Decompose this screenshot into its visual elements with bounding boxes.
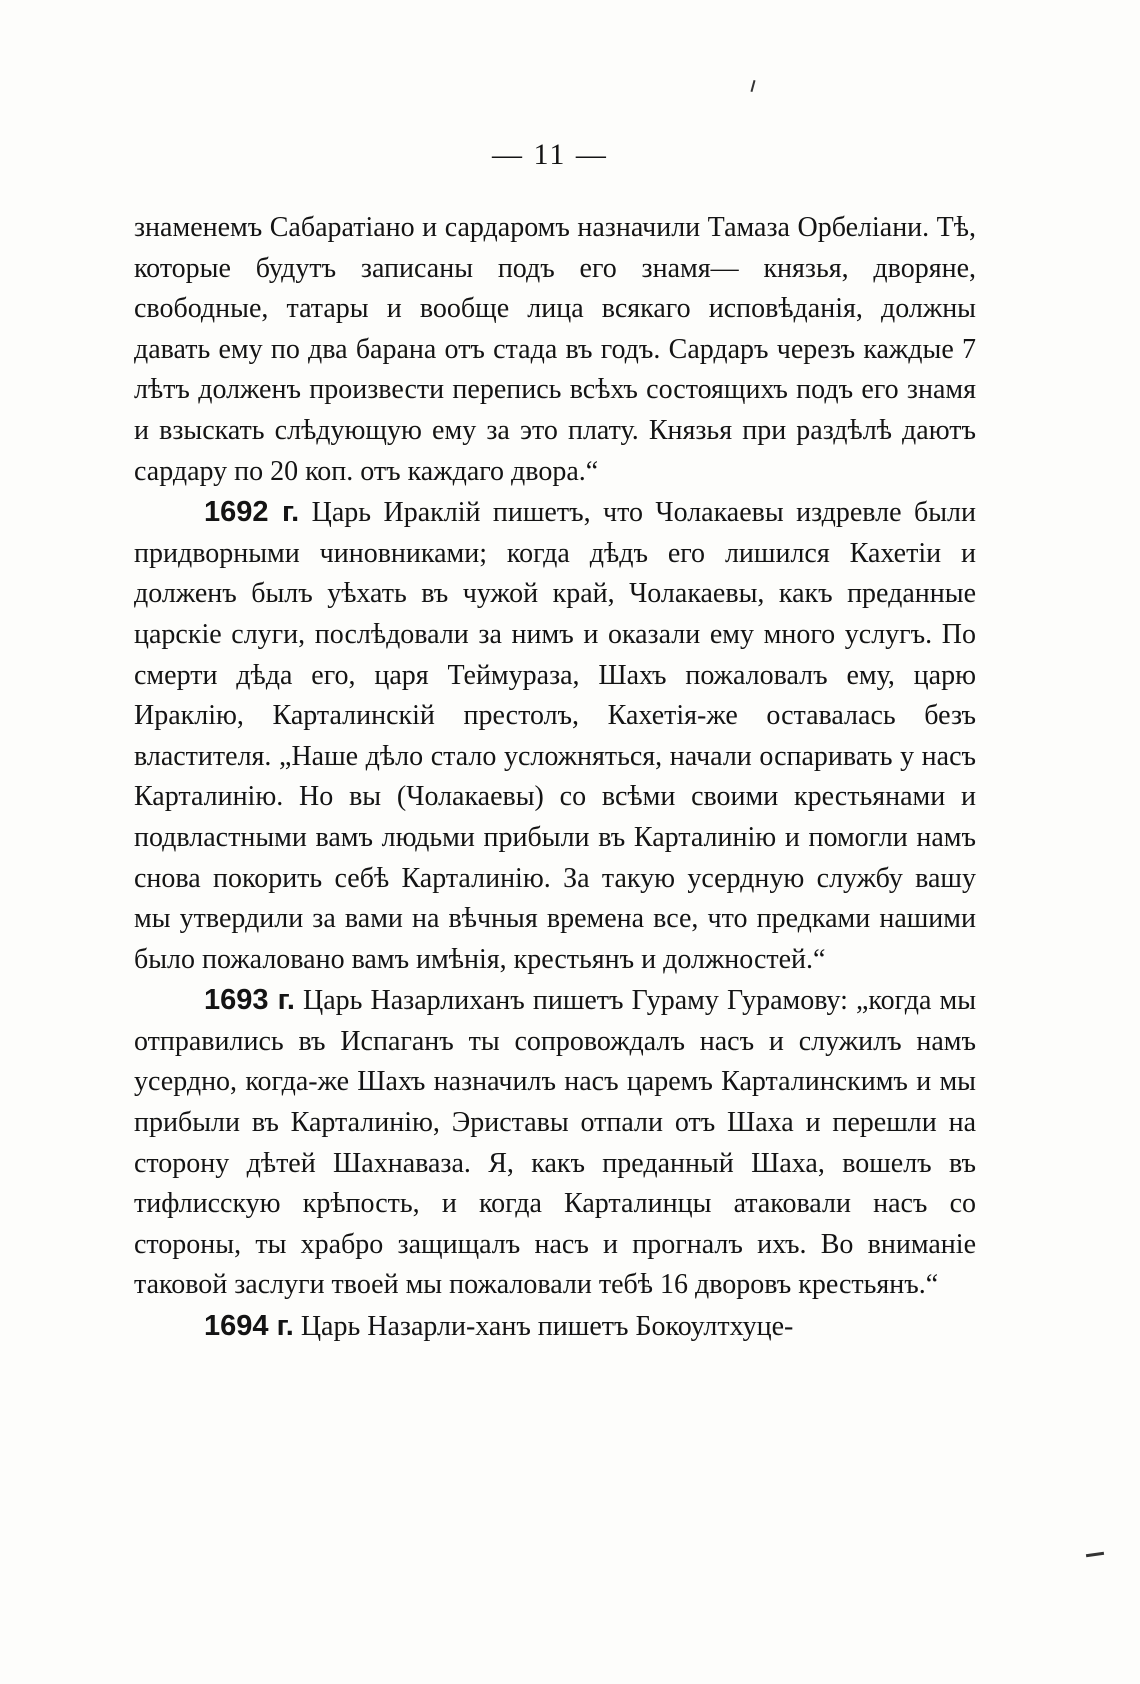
paragraph-text: Царь Назарли-ханъ пишетъ Бокоултхуце-	[300, 1311, 794, 1343]
paragraph-continued	[134, 208, 976, 492]
paragraph-text: Царь Ираклій пишетъ, что Чолакаевы издревле были придворными чиновниками; когда дѣдъ его лишился Кахетіи и долженъ былъ уѣхать въ чужой край, Чолакаевы, какъ преданные царскіе слуги, послѣдовали за нимъ и оказали ему много услугъ. По смерти дѣда его, царя Теймураза, Шахъ пожаловалъ ему, царю Ираклію, Карталинскій престолъ, Кахетія-же оставалась безъ властителя. „Наше дѣло стало усложняться, начали оспаривать у насъ Карталинію. Но вы (Чолакаевы) со всѣми своими крестьянами и подвластными вамъ людьми прибыли въ Карталинію и помогли намъ снова покорить себѣ Карталинію. За такую усердную службу вашу мы утвердили за вами на вѣчныя времена все, что предками нашими было пожаловано вамъ имѣнія, крестьянъ и должностей.“	[134, 497, 976, 975]
paragraph-text: знаменемъ Сабаратіано и сардаромъ назначили Тамаза Орбеліани. Тѣ, которые будутъ записаны подъ его знамя— князья, дворяне, свободные, татары и вообще лица всякаго исповѣданія, должны давать ему по два барана отъ стада въ годъ. Сардаръ черезъ каждые 7 лѣтъ долженъ произвести перепись всѣхъ состоящихъ подъ его знамя и взыскать слѣдующую ему за это плату. Князья при раздѣлѣ даютъ сардару по 20 коп. отъ каждаго двора.“	[134, 212, 976, 487]
paragraph-1692	[134, 492, 976, 980]
scan-speck	[750, 80, 755, 92]
paragraph-1694	[134, 1306, 976, 1348]
year-label: 1693 г.	[204, 984, 295, 1017]
page-number: — 11 —	[492, 138, 608, 171]
year-label: 1694 г.	[204, 1310, 294, 1343]
paragraph-text: Царь Назарлиханъ пишетъ Гураму Гурамову: „когда мы отправились въ Испаганъ ты сопровождалъ насъ и служилъ намъ усердно, когда-же Шахъ назначилъ насъ царемъ Карталинскимъ и мы прибыли въ Карталинію, Эриставы отпали отъ Шаха и перешли на сторону дѣтей Шахнаваза. Я, какъ преданный Шаха, вошелъ въ тифлисскую крѣпость, и когда Карталинцы атаковали насъ со стороны, ты храбро защищалъ насъ и прогналъ ихъ. Во вниманіе таковой заслуги твоей мы пожаловали тебѣ 16 дворовъ крестьянъ.“	[134, 985, 976, 1301]
year-label: 1692 г.	[204, 496, 300, 529]
body-text	[134, 208, 976, 1348]
paragraph-1693	[134, 980, 976, 1306]
scan-speck	[1086, 1552, 1104, 1557]
